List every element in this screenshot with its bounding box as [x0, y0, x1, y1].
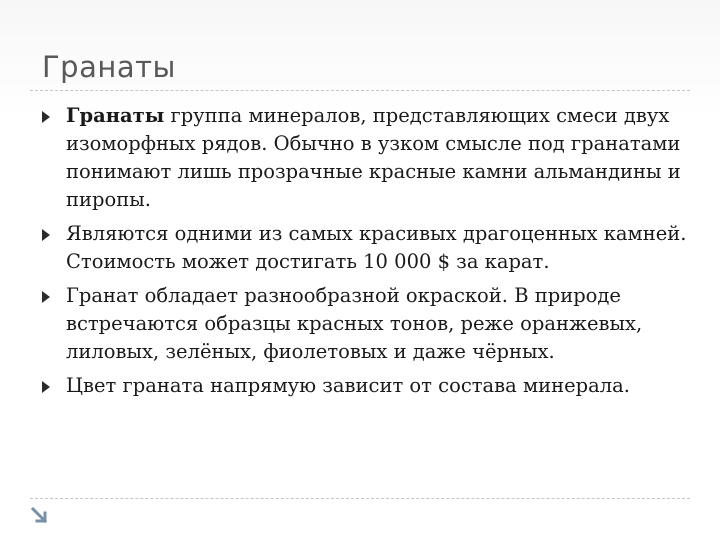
bullet-text: группа минералов, представляющих смеси двух изоморфных рядов. Обычно в узком смысле под гранатами понимают лишь прозрачные красные камни альмандины и пиропы. — [66, 104, 681, 211]
footer-divider — [30, 498, 690, 499]
navigation-arrow-icon[interactable] — [30, 506, 48, 524]
bullet-arrow-icon — [42, 291, 50, 303]
bullet-text: Цвет граната напрямую зависит от состава минерала. — [66, 374, 630, 397]
bullet-item — [40, 282, 700, 366]
title-divider — [30, 90, 690, 91]
bullet-bold-term: Гранаты — [66, 104, 165, 127]
bullet-arrow-icon — [42, 229, 50, 241]
bullet-arrow-icon — [42, 381, 50, 393]
bullet-item — [40, 220, 700, 276]
slide-title: Гранаты — [42, 50, 176, 84]
bullet-item — [40, 372, 700, 400]
bullet-text: Гранат обладает разнообразной окраской. В природе встречаются образцы красных тонов, реже оранжевых, лиловых, зелёных, фиолетовых и даже чёрных. — [66, 284, 643, 363]
bullet-arrow-icon — [42, 111, 50, 123]
bullet-text: Являются одними из самых красивых драгоценных камней. Стоимость может достигать 10 000 $ за карат. — [66, 222, 687, 273]
bullet-item — [40, 102, 700, 214]
bullet-list — [40, 102, 700, 406]
